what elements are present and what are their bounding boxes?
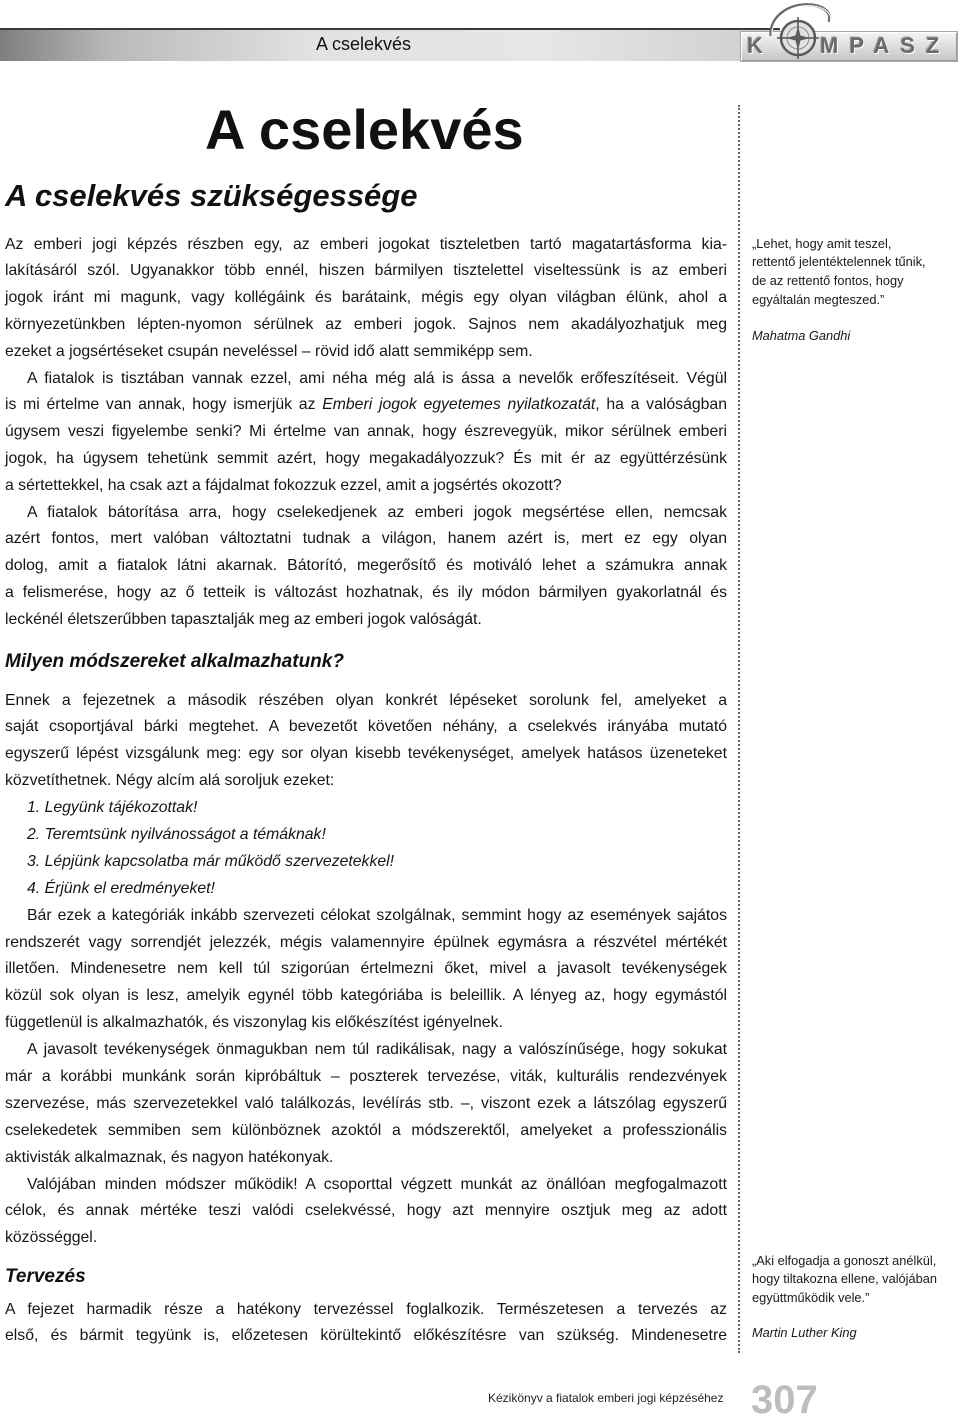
quote-author: Martin Luther King — [752, 1325, 857, 1340]
body-line: azért fontos, mert valóban változtatni tudnak a világon, hanem azért is, mert ez egy olyan — [5, 530, 727, 548]
body-line: úgysem veszi figyelembe senki? Mi értelme van annak, hogy észrevegyük, mikor sérülnek emberi — [5, 423, 727, 441]
body-line: dolog, amit a fiatalok látni akarnak. Bátorító, megerősítő és motiváló lehet a számukra annak — [5, 557, 727, 575]
list-item: 4. Érjünk el eredményeket! — [27, 879, 215, 897]
quote-author: Mahatma Gandhi — [752, 328, 851, 343]
body-line: függetlenül is alkalmazhatók, és viszonylag kis előkészítést igényelnek. — [5, 1014, 503, 1032]
body-line: rendszerét vagy sorrendjét jelezzék, mégis valamennyire épülnek egymásra a részvétel mértékét — [5, 933, 727, 951]
line-text: , ha a valóságban — [595, 396, 727, 414]
line-text: is mi értelme van annak, hogy ismerjük az — [5, 396, 323, 414]
section-need-body — [5, 232, 727, 634]
body-line: lakításáról szól. Ugyanakkor több ennél, hiszen bármilyen tisztelettel viseltessünk is az emberi — [5, 262, 727, 280]
section-planning-body — [5, 1297, 727, 1351]
footer-book-title: Kézikönyv a fiatalok emberi jogi képzéséhez — [488, 1391, 724, 1405]
quote-line: hogy tiltakozna ellene, valójában — [752, 1271, 937, 1287]
body-line: közösséggel. — [5, 1229, 98, 1247]
body-line: már a korábbi munkánk során kipróbáltuk – poszterek tervezése, viták, kulturális rendezvények — [5, 1067, 727, 1085]
sidebar-quote — [752, 235, 958, 310]
body-line: a sértettekkel, ha csak azt a fájdalmat fokozzuk ezzel, amit a jogsértés okozott? — [5, 476, 562, 494]
page-number: 307 — [751, 1378, 818, 1420]
body-line: célok, és annak mértéke teszi valódi cselekvéssé, hogy azt mennyire osztjuk meg az adott — [5, 1202, 727, 1220]
body-line: szervezése, más szervezetekkel való találkozás, levélírás stb. –, viszont ezek a látszólag egyszerű — [5, 1094, 727, 1112]
body-line: A javasolt tevékenységek önmagukban nem túl radikálisak, nagy a valószínűsége, hogy sokukat — [27, 1041, 727, 1059]
list-item: 2. Teremtsünk nyilvánosságot a témáknak! — [27, 825, 326, 843]
body-line: Valójában minden módszer működik! A csoporttal végzett munkát az önállóan megfogalmazott — [27, 1175, 727, 1193]
quote-line: de az rettentő fontos, hogy — [752, 273, 904, 289]
body-line: Az emberi jogi képzés részben egy, az emberi jogokat tiszteletben tartó magatartásforma kia- — [5, 235, 727, 253]
body-line: Ennek a fejezetnek a második részében olyan konkrét lépéseket sorolunk fel, amelyeket a — [5, 691, 727, 709]
body-line: leckénél életszerűbben tapasztalják meg az emberi jogok valóságát. — [5, 610, 482, 628]
body-line: ezeket a jogsértéseket csupán neveléssel – rövid idő alatt semmiképp sem. — [5, 342, 533, 360]
body-line: a felismerése, hogy az ő tetteik is változást hozhatnak, és ily módon bármilyen gyakorlatnál és — [5, 583, 727, 601]
body-line: egyszerű lépést vizsgálunk meg: egy sor olyan kisebb tevékenységet, amelyek hatásos üzeneteket — [5, 745, 727, 763]
body-line: A fejezet harmadik része a hatékony tervezéssel foglalkozik. Természetesen a tervezés az — [5, 1300, 727, 1318]
quote-line: rettentő jelentéktelennek tűnik, — [752, 254, 926, 270]
body-line: jogok, ha úgysem tehetünk semmit azért, hogy megakadályozzuk? És mit ér az együttérzésünk — [5, 449, 727, 467]
sidebar-quote — [752, 1252, 958, 1308]
body-line: A fiatalok bátorítása arra, hogy cselekedjenek az emberi jogok megsértése ellen, nemcsak — [27, 503, 727, 521]
body-line: cselekedetek semmiben sem különböznek azoktól a módszerektől, amelyeket a professzionális — [5, 1121, 727, 1139]
body-line — [5, 392, 727, 419]
quote-line: „Aki elfogadja a gonoszt anélkül, — [752, 1252, 937, 1268]
body-line: közül sok olyan is lesz, amelyik egynél több kategóriába is beleillik. A lényeg az, hogy egymástól — [5, 987, 727, 1005]
subheading-methods: Milyen módszereket alkalmazhatunk? — [5, 651, 344, 672]
body-line: közvetíthetnek. Négy alcím alá soroljuk ezeket: — [5, 772, 335, 790]
running-header-title: A cselekvés — [316, 34, 412, 54]
list-item: 3. Lépjünk kapcsolatba már működő szervezetekkel! — [27, 852, 395, 870]
column-divider — [738, 105, 740, 1353]
body-line: környezetünkben lépten-nyomon sérülnek az emberi jogok. Sajnos nem akadályozhatjuk meg — [5, 315, 727, 333]
document-title-italic: Emberi jogok egyetemes nyilatkozatát — [322, 396, 596, 414]
body-line: A fiatalok is tisztában vannak ezzel, ami néha még alá is ássa a nevelők erőfeszítéseit. Végül — [27, 369, 727, 387]
logo-letters-mpasz: MPASZ — [820, 33, 951, 58]
list-item: 1. Legyünk tájékozottak! — [27, 799, 198, 817]
section-methods-body — [5, 688, 727, 1253]
page-title: A cselekvés — [205, 98, 524, 161]
subheading-planning: Tervezés — [5, 1266, 86, 1287]
body-line: saját csoportjával bárki megtehet. A bevezetőt követően néhány, a cselekvés irányába mutató — [5, 718, 727, 736]
body-line: első, és bármit tegyünk is, előzetesen körültekintő előkészítésre van szükség. Mindenesetre — [5, 1327, 727, 1345]
quote-line: egyáltalán megteszed.” — [752, 291, 885, 307]
section-heading: A cselekvés szükségessége — [5, 178, 418, 213]
body-line: illetően. Mindenesetre nem kell túl szigorúan értelmezni őket, mivel a javasolt tevékenységek — [5, 960, 727, 978]
quote-line: együttműködik vele.” — [752, 1289, 870, 1305]
body-line: aktivisták alkalmaznak, és nagyon hatékonyak. — [5, 1148, 334, 1166]
body-line: jogok iránt mi magunk, vagy kollégáink és barátaink, mégis egy olyan világban élünk, ahol a — [5, 289, 727, 307]
body-line: Bár ezek a kategóriák inkább szervezeti célokat szolgálnak, semmint hogy az események sajátos — [27, 906, 727, 924]
logo-letter-k: K — [747, 33, 763, 58]
quote-line: „Lehet, hogy amit teszel, — [752, 235, 892, 251]
